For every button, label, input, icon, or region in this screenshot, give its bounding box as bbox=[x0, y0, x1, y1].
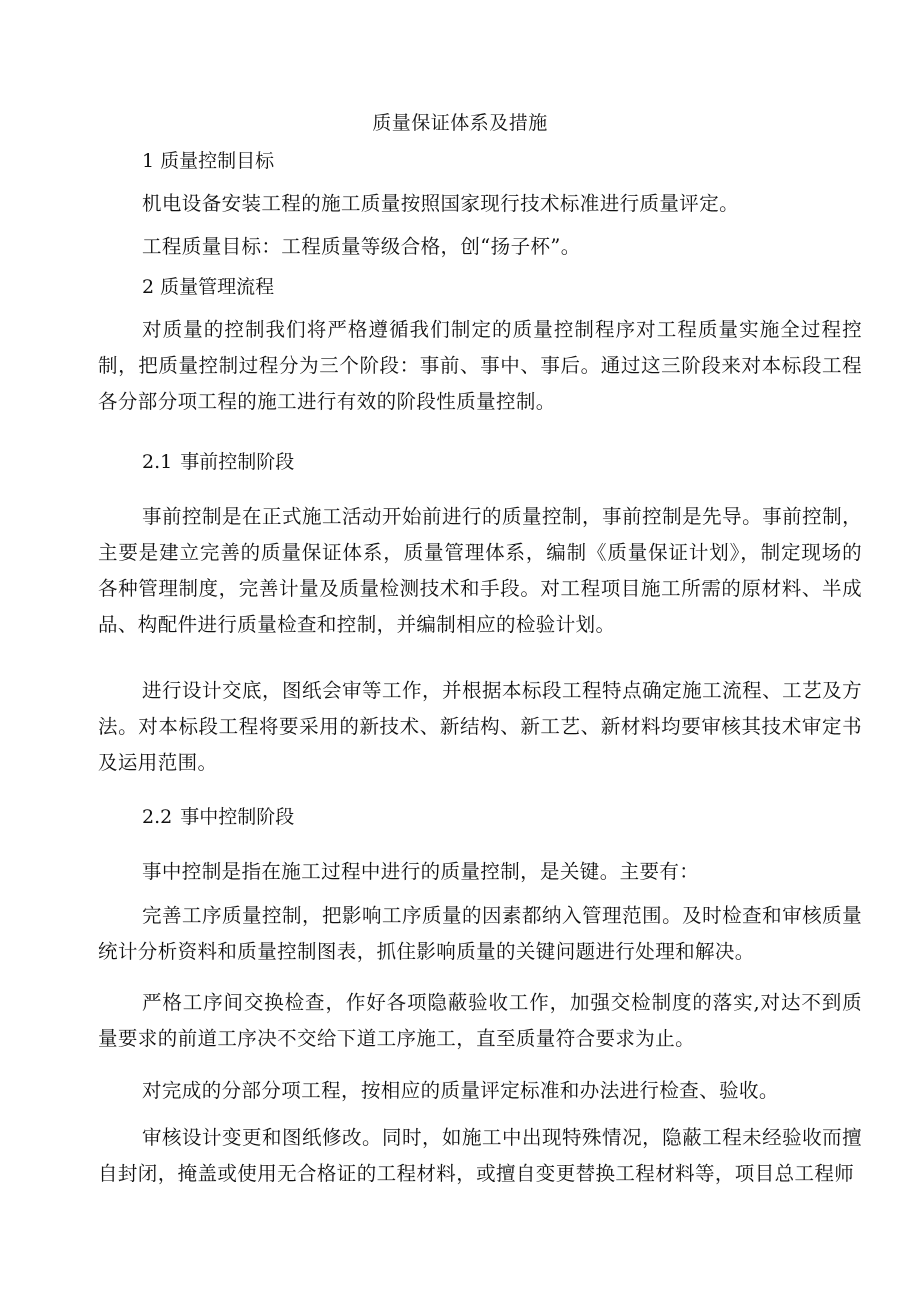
section-2-heading: 2 质量管理流程 bbox=[142, 276, 275, 298]
section-2-1-number: 2.1 bbox=[142, 451, 173, 473]
section-2-paragraph-1: 对质量的控制我们将严格遵循我们制定的质量控制程序对工程质量实施全过程控制，把质量控制过程分为三个阶段：事前、事中、事后。通过这三阶段来对本标段工程各分部分项工程的施工进行有效的阶段性质量控制。 bbox=[98, 318, 862, 413]
section-2-2-paragraph-2: 完善工序质量控制，把影响工序质量的因素都纳入管理范围。及时检查和审核质量统计分析资料和质量控制图表，抓住影响质量的关键问题进行处理和解决。 bbox=[98, 904, 862, 963]
section-2-1-heading bbox=[142, 447, 294, 477]
section-2-1-paragraph-1: 事前控制是在正式施工活动开始前进行的质量控制，事前控制是先导。事前控制，主要是建立完善的质量保证体系，质量管理体系，编制《质量保证计划》，制定现场的各种管理制度，完善计量及质量检测技术和手段。对工程项目施工所需的原材料、半成品、构配件进行质量检查和控制，并编制相应的检验计划。 bbox=[98, 505, 862, 636]
section-1-paragraph-1: 机电设备安装工程的施工质量按照国家现行技术标准进行质量评定。 bbox=[142, 192, 740, 215]
section-2-2-paragraph-1: 事中控制是指在施工过程中进行的质量控制，是关键。主要有： bbox=[142, 860, 700, 883]
section-1-paragraph-2: 工程质量目标：工程质量等级合格，创“扬子杯”。 bbox=[142, 235, 581, 258]
section-2-2-paragraph-3: 严格工序间交换检查，作好各项隐蔽验收工作，加强交检制度的落实,对达不到质量要求的前道工序决不交给下道工序施工，直至质量符合要求为止。 bbox=[98, 991, 862, 1050]
document-title: 质量保证体系及措施 bbox=[372, 112, 548, 134]
section-2-2-paragraph-4: 对完成的分部分项工程，按相应的质量评定标准和办法进行检查、验收。 bbox=[142, 1079, 779, 1102]
section-2-2-title: 事中控制阶段 bbox=[180, 806, 295, 828]
section-1-heading: 1 质量控制目标 bbox=[142, 150, 275, 172]
section-2-2-number: 2.2 bbox=[142, 806, 173, 828]
section-2-2-paragraph-5: 审核设计变更和图纸修改。同时，如施工中出现特殊情况，隐蔽工程未经验收而擅自封闭，掩盖或使用无合格证的工程材料，或擅自变更替换工程材料等，项目总工程师 bbox=[98, 1126, 862, 1185]
section-2-1-paragraph-2: 进行设计交底，图纸会审等工作，并根据本标段工程特点确定施工流程、工艺及方法。对本标段工程将要采用的新技术、新结构、新工艺、新材料均要审核其技术审定书及运用范围。 bbox=[98, 679, 862, 774]
section-2-1-title: 事前控制阶段 bbox=[180, 451, 295, 473]
section-2-2-heading bbox=[142, 802, 294, 832]
